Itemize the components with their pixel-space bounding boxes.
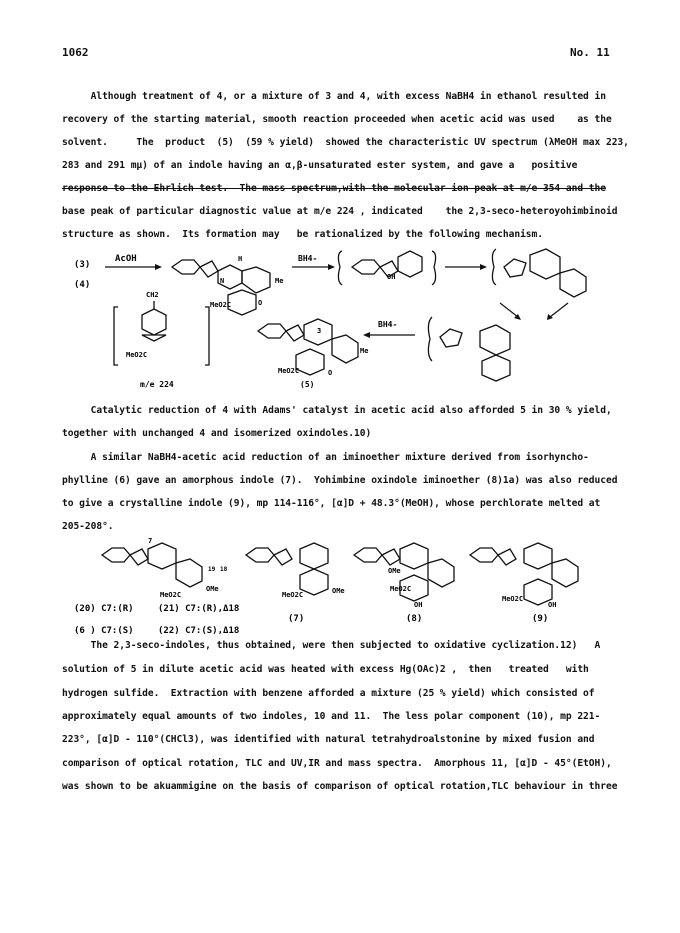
meo2c-label-4: MeO2C [282, 591, 304, 599]
para4-line4: approximately equal amounts of two indoles, 10 and 11. The less polar component (10), mp 221- [62, 711, 601, 722]
para4-line6: comparison of optical rotation, TLC and UV,IR and mass spectra. Amorphous 11, [α]D - 45°(EtOH), [62, 758, 612, 769]
meo2c-label-2: MeO2C [278, 367, 300, 375]
intermediate-3-structure [428, 317, 510, 381]
para1-line5: response to the Ehrlich test. The mass spectrum,with the molecular ion peak at m/e 354 and the [62, 183, 606, 194]
label-20: (20) C7:(R) [74, 604, 134, 614]
ion-mass-label: m/e 224 [140, 380, 174, 389]
oh-label-1: OH [387, 273, 396, 281]
para1-line3: solvent. The product (5) (59 % yield) showed the characteristic UV spectrum (λMeOH max 223, [62, 137, 629, 148]
meo2c-label-3: MeO2C [160, 591, 182, 599]
para4-line7: was shown to be akuammigine on the basis of comparison of optical rotation,TLC behaviour in three [62, 781, 618, 792]
para4-line2: solution of 5 in dilute acetic acid was heated with excess Hg(OAc)2 , then treated with [62, 664, 589, 675]
journal-issue: No. 11 [570, 46, 610, 59]
meo2c-label-1: MeO2C [210, 301, 232, 309]
para1-line6: base peak of particular diagnostic value at m/e 224 , indicated the 2,3-seco-heteroyohimbinoid [62, 206, 618, 217]
para1-line7: structure as shown. Its formation may be rationalized by the following mechanism. [62, 229, 543, 240]
para3-line2: phylline (6) gave an amorphous indole (7). Yohimbine oxindole iminoether (8)1a) was also reduced [62, 475, 618, 486]
para3-line4: 205-208°. [62, 521, 114, 532]
h-label-1: H [238, 255, 243, 263]
para2-line2: together with unchanged 4 and isomerized oxindoles.10) [62, 428, 372, 439]
para1-line1: Although treatment of 4, or a mixture of 3 and 4, with excess NaBH4 in ethanol resulted in [62, 91, 606, 102]
num3-label: 3 [317, 327, 322, 335]
start-4-label: (4) [74, 280, 91, 290]
bh4-reagent-2: BH4- [378, 320, 398, 329]
para4-line5: 223°, [α]D - 110°(CHCl3), was identified with natural tetrahydroalstonine by mixed fusion and [62, 734, 595, 745]
para1-line4: 283 and 291 mμ) of an indole having an α,β-unsaturated ester system, and gave a positive [62, 160, 578, 171]
para3-line1: A similar NaBH4-acetic acid reduction of an iminoether mixture derived from isorhyncho- [62, 452, 589, 463]
product-5-label: (5) [300, 380, 315, 389]
ch2-label: CH2 [146, 291, 159, 299]
mechanism-scheme [60, 245, 620, 395]
start-3-label: (3) [74, 260, 91, 270]
meo2c-label-6: MeO2C [502, 595, 524, 603]
ome-label-2: OMe [332, 587, 345, 595]
me-label-2: Me [360, 347, 369, 355]
me-label-1: Me [275, 277, 284, 285]
label-22: (22) C7:(S),Δ18 [158, 626, 240, 635]
num7-label: 7 [148, 537, 153, 545]
n-label-1: N [220, 277, 225, 285]
para2-line1: Catalytic reduction of 4 with Adams' catalyst in acetic acid also afforded 5 in 30 % yield, [62, 405, 612, 416]
ome-label-1: OMe [206, 585, 219, 593]
compound-9-structure [470, 543, 578, 605]
compounds-scheme [60, 535, 620, 635]
o-label-1: O [258, 299, 263, 307]
oh-label-2: OH [414, 601, 423, 609]
oh-label-3: OH [548, 601, 557, 609]
label-7: (7) [288, 614, 305, 624]
oxindole-iminoether-structure [102, 543, 202, 587]
num19-label: 19 [208, 566, 216, 573]
label-8: (8) [406, 614, 423, 624]
para4-line3: hydrogen sulfide. Extraction with benzene afforded a mixture (25 % yield) which consisted of [62, 688, 595, 699]
intermediate-2-structure [492, 249, 586, 297]
label-21: (21) C7:(R),Δ18 [158, 604, 240, 614]
para1-line2: recovery of the starting material, smooth reaction proceeded when acetic acid was used as the [62, 114, 612, 125]
para3-line3: to give a crystalline indole (9), mp 114-116°, [α]D + 48.3°(MeOH), whose perchlorate melted at [62, 498, 601, 509]
label-6: (6 ) C7:(S) [74, 626, 134, 635]
bh4-reagent-1: BH4- [298, 254, 318, 263]
ome-label-3: OMe [388, 567, 401, 575]
product-5-structure [258, 319, 358, 375]
para4-line1: The 2,3-seco-indoles, thus obtained, were then subjected to oxidative cyclization.12) A [62, 640, 601, 651]
num18-label: 18 [220, 566, 228, 573]
label-9: (9) [532, 614, 549, 624]
acoh-reagent: AcOH [115, 254, 137, 264]
o-label-2: O [328, 369, 333, 377]
compound-7-structure [246, 543, 328, 595]
meo2c-label-5: MeO2C [390, 585, 412, 593]
page-number: 1062 [62, 46, 89, 59]
fragment-meo2c-label: MeO2C [126, 351, 148, 359]
